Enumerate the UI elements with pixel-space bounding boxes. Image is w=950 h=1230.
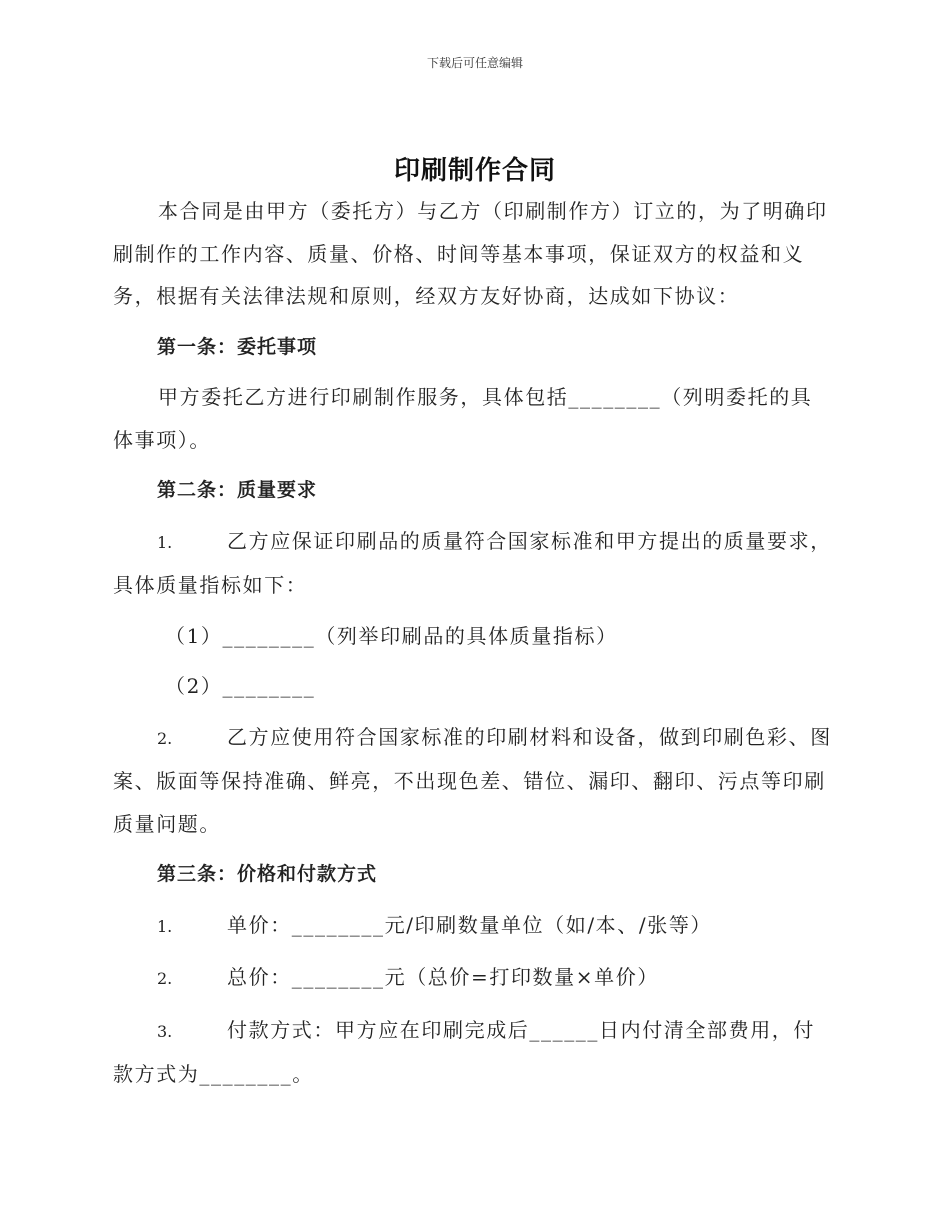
article-3-item-1 [113,904,833,949]
page-header: 下载后可任意编辑 [426,56,523,70]
document-body [113,190,833,1096]
article-3-item-2 [113,956,833,1001]
document-title: 印刷制作合同 [393,156,556,186]
item-number: 2. [157,969,173,988]
article-2-heading: 第二条：质量要求 [157,479,318,501]
item-text: 单价：________元/印刷数量单位（如/本、/张等） [227,912,713,937]
item-number: 1. [157,532,173,552]
article-1-text: 甲方委托乙方进行印刷制作服务，具体包括________（列明委托的具体事项）。 [113,385,813,452]
article-3-item-3 [113,1009,833,1096]
item-text: 总价：________元（总价=打印数量×单价） [227,965,659,989]
article-2-sub-1: （1）________（列举印刷品的具体质量指标） [165,623,618,648]
item-number: 3. [157,1021,173,1041]
article-3-heading: 第三条：价格和付款方式 [157,863,378,885]
item-text: 乙方应使用符合国家标准的印刷材料和设备，做到印刷色彩、图案、版面等保持准确、鲜亮，不出现色差、错位、漏印、翻印、污点等印刷质量问题。 [113,724,832,836]
article-2-sub-2: （2）________ [165,674,316,698]
item-number: 2. [157,728,173,748]
item-number: 1. [157,916,173,936]
intro-paragraph: 本合同是由甲方（委托方）与乙方（印刷制作方）订立的，为了明确印刷制作的工作内容、质量、价格、时间等基本事项，保证双方的权益和义务，根据有关法律法规和原则，经双方友好协商，达成如下协议： [113,199,828,308]
article-2-item-2 [113,716,833,846]
article-1-heading: 第一条：委托事项 [157,335,318,358]
item-text: 乙方应保证印刷品的质量符合国家标准和甲方提出的质量要求，具体质量指标如下： [113,528,832,597]
article-2-item-1 [113,520,833,607]
item-text: 付款方式：甲方应在印刷完成后______日内付清全部费用，付款方式为________。 [113,1017,815,1086]
